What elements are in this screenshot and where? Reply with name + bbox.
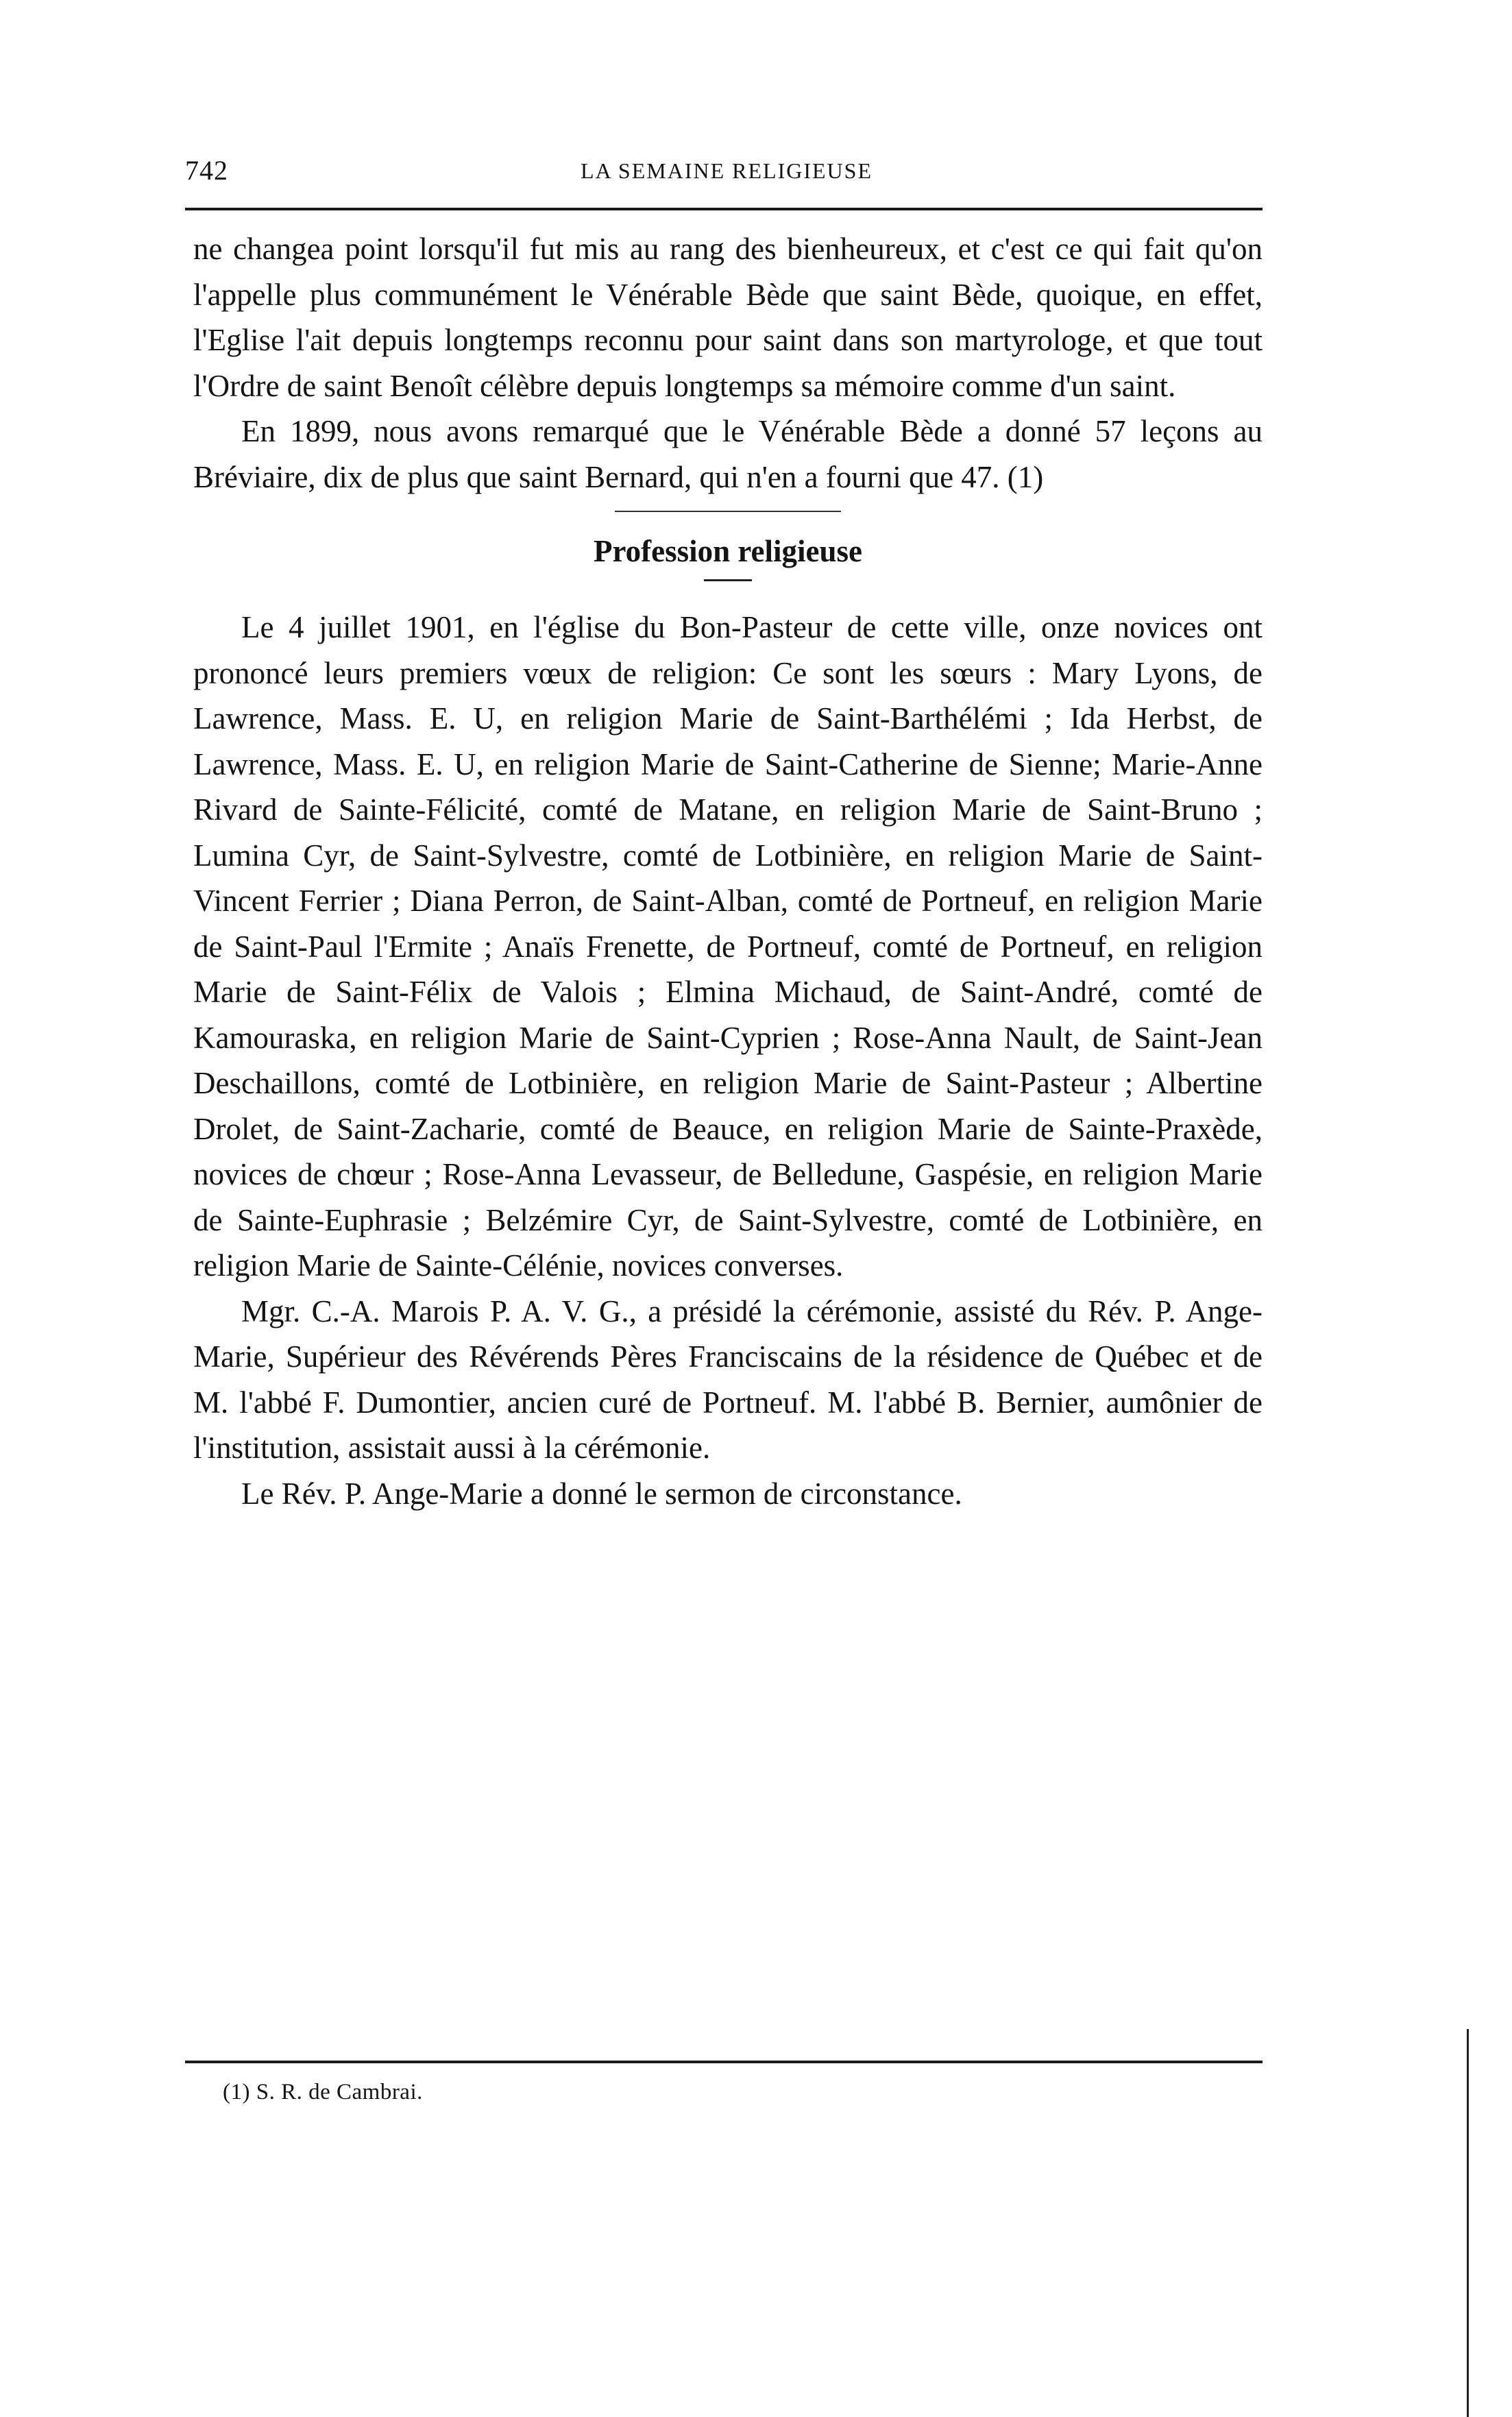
title-dash [704,579,752,581]
paragraph-1899: En 1899, nous avons remarqué que le Vénérable Bède a donné 57 leçons au Bréviaire, dix de plus que saint Bernard, qui n'en a fourni que 47. (1) [193,414,1263,494]
page-number: 742 [185,155,228,186]
running-title: LA SEMAINE RELIGIEUSE [581,158,873,183]
section-divider [615,511,841,512]
paragraph-sermon: Le Rév. P. Ange-Marie a donné le sermon de circonstance. [241,1476,962,1511]
body-text [193,226,1263,1516]
paragraph-continued: ne changea point lorsqu'il fut mis au rang des bienheureux, et c'est ce qui fait qu'on l'appelle plus communément le Vénérable Bède que saint Bède, quoique, en effet, l'Eglise l'ait depuis longtemps reconnu pour saint dans son martyrologe, et que tout l'Ordre de saint Benoît célèbre depuis longtemps sa mémoire comme d'un saint. [193,232,1263,403]
scan-margin-line [1467,2029,1469,2417]
section-title: Profession religieuse [593,534,863,568]
footnote: (1) S. R. de Cambrai. [223,2080,423,2104]
header-rule [185,208,1263,210]
paragraph-profession: Le 4 juillet 1901, en l'église du Bon-Pasteur de cette ville, onze novices ont prononcé leurs premiers vœux de religion: Ce sont les sœurs : Mary Lyons, de Lawrence, Mass. E. U, en religion Marie de Saint-Barthélémi ; Ida Herbst, de Lawrence, Mass. E. U, en religion Marie de Saint-Catherine de Sienne; Marie-Anne Rivard de Sainte-Félicité, comté de Matane, en religion Marie de Saint-Bruno ; Lumina Cyr, de Saint-Sylvestre, comté de Lotbinière, en religion Marie de Saint-Vincent Ferrier ; Diana Perron, de Saint-Alban, comté de Portneuf, en religion Marie de Saint-Paul l'Ermite ; Anaïs Frenette, de Portneuf, comté de Portneuf, en religion Marie de Saint-Félix de Valois ; Elmina Michaud, de Saint-André, comté de Kamouraska, en religion Marie de Saint-Cyprien ; Rose-Anna Nault, de Saint-Jean Deschaillons, comté de Lotbinière, en religion Marie de Saint-Pasteur ; Albertine Drolet, de Saint-Zacharie, comté de Beauce, en religion Marie de Sainte-Praxède, novices de chœur ; Rose-Anna Levasseur, de Belledune, Gaspésie, en religion Marie de Sainte-Euphrasie ; Belzémire Cyr, de Saint-Sylvestre, comté de Lotbinière, en religion Marie de Sainte-Célénie, novices converses. [193,610,1263,1283]
paragraph-ceremony: Mgr. C.-A. Marois P. A. V. G., a présidé la cérémonie, assisté du Rév. P. Ange-Marie, Supérieur des Révérends Pères Franciscains de la résidence de Québec et de M. l'abbé F. Dumontier, ancien curé de Portneuf. M. l'abbé B. Bernier, aumônier de l'institution, assistait aussi à la cérémonie. [193,1293,1263,1465]
page-header [185,154,1268,195]
footnote-rule [185,2061,1263,2063]
